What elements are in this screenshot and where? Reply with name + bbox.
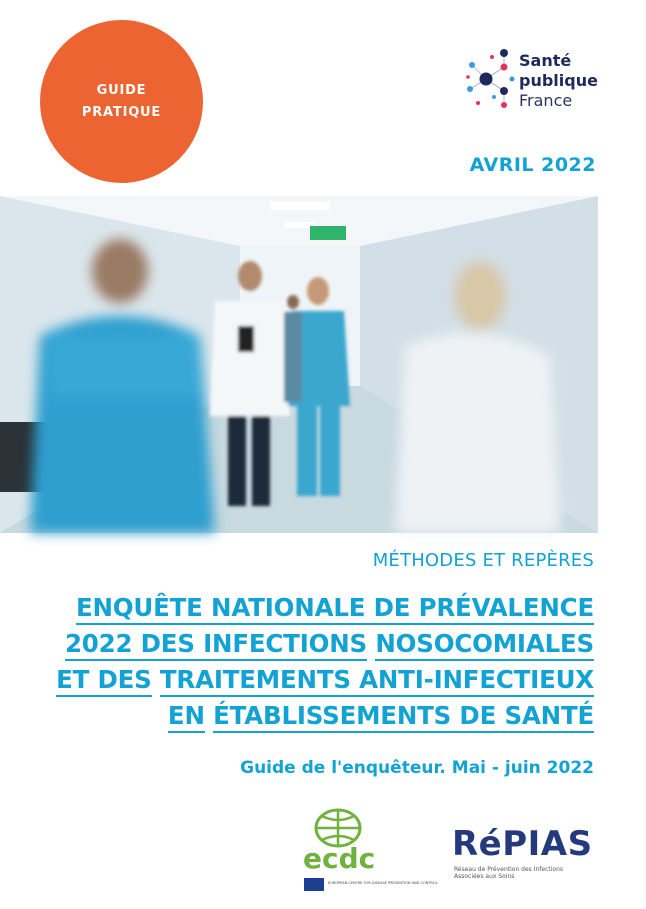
publisher-line-2: publique — [519, 71, 598, 90]
sante-publique-france-logo — [464, 45, 614, 125]
ecdc-wordmark: ecdc — [303, 842, 376, 875]
document-subtitle: Guide de l'enquêteur. Mai - juin 2022 — [240, 758, 594, 778]
publication-date: AVRIL 2022 — [469, 154, 596, 176]
network-dots-icon — [464, 45, 520, 115]
badge-line-1: GUIDE — [96, 82, 147, 98]
title-line-3 — [14, 662, 594, 698]
title-line-2b: NOSOCOMIALES — [375, 629, 594, 661]
eu-flag-icon — [304, 878, 324, 891]
title-line-1b: PRÉVALENCE — [419, 593, 594, 625]
title-line-4 — [14, 698, 594, 734]
title-line-1a: ENQUÊTE NATIONALE DE — [76, 593, 419, 625]
title-line-4a: EN — [168, 701, 205, 733]
ecdc-logo — [300, 806, 438, 896]
title-line-2a: 2022 DES INFECTIONS — [65, 629, 367, 661]
repias-logo — [450, 820, 600, 890]
title-line-2 — [14, 626, 594, 662]
publisher-line-3: France — [519, 91, 573, 110]
title-line-1 — [14, 590, 594, 626]
repias-wordmark: RéPIAS — [452, 824, 593, 864]
collection-name: MÉTHODES ET REPÈRES — [372, 550, 594, 571]
globe-icon — [316, 810, 360, 846]
ecdc-caption: EUROPEAN CENTRE FOR DISEASE PREVENTION AND CONTROL — [328, 881, 438, 885]
title-line-3b: TRAITEMENTS ANTI-INFECTIEUX — [160, 665, 594, 697]
title-line-4b: ÉTABLISSEMENTS DE SANTÉ — [213, 701, 594, 733]
document-title — [14, 590, 594, 734]
repias-caption: Réseau de Prévention des Infections Associées aux Soins — [454, 866, 564, 880]
hospital-corridor-photo — [0, 196, 598, 533]
title-line-3a: ET DES — [56, 665, 152, 697]
badge-line-2: PRATIQUE — [81, 104, 162, 120]
guide-badge — [40, 20, 203, 183]
publisher-name — [519, 51, 598, 111]
publisher-line-1: Santé — [519, 51, 572, 70]
